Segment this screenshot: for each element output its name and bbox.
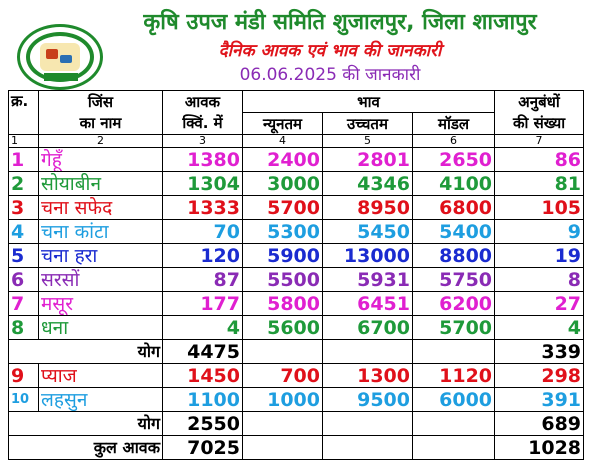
row-commodity-name: लहसुन (39, 388, 163, 412)
report-title: कृषि उपज मंडी समिति शुजालपुर, जिला शाजापुर (143, 10, 537, 35)
report-subtitle: दैनिक आवक एवं भाव की जानकारी (218, 41, 442, 61)
subtotal-row-2-arrival: 2550 (163, 412, 243, 436)
report-header (0, 0, 591, 90)
row-sno: 2 (9, 172, 39, 196)
row-min-price: 5900 (243, 244, 323, 268)
row-commodity-name: चना हरा (39, 244, 163, 268)
rates-table (8, 90, 584, 460)
col-number: 3 (163, 135, 243, 148)
row-sno: 6 (9, 268, 39, 292)
subtotal-row-empty (413, 340, 495, 364)
subtotal-row-2-empty (413, 412, 495, 436)
row-count: 4 (495, 316, 584, 340)
subtotal-row-2-label: योग (9, 412, 163, 436)
subtotal-row-label: योग (9, 340, 163, 364)
row-min-price: 5800 (243, 292, 323, 316)
grand-total-row-empty (413, 436, 495, 460)
subtotal-row-count: 339 (495, 340, 584, 364)
table-row (9, 316, 584, 340)
row-arrival: 1450 (163, 364, 243, 388)
row-arrival: 1100 (163, 388, 243, 412)
table-row (9, 244, 584, 268)
row-modal-price: 4100 (413, 172, 495, 196)
row-count: 391 (495, 388, 584, 412)
row-min-price: 5300 (243, 220, 323, 244)
col-number: 4 (243, 135, 323, 148)
row-count: 105 (495, 196, 584, 220)
row-arrival: 177 (163, 292, 243, 316)
grand-total-row (9, 436, 584, 460)
row-modal-price: 5750 (413, 268, 495, 292)
column-number-row (9, 135, 584, 148)
row-sno: 3 (9, 196, 39, 220)
row-max-price: 9500 (323, 388, 413, 412)
row-max-price: 6700 (323, 316, 413, 340)
grand-total-row-empty (323, 436, 413, 460)
grand-total-row-label: कुल आवक (9, 436, 163, 460)
row-arrival: 1304 (163, 172, 243, 196)
subtotal-row-empty (243, 340, 323, 364)
row-modal-price: 1120 (413, 364, 495, 388)
row-count: 8 (495, 268, 584, 292)
header-modal: मॉडल (413, 113, 495, 135)
table-row (9, 292, 584, 316)
row-sno: 1 (9, 148, 39, 172)
subtotal-row (9, 340, 584, 364)
row-arrival: 1380 (163, 148, 243, 172)
row-count: 9 (495, 220, 584, 244)
row-min-price: 3000 (243, 172, 323, 196)
row-sno: 8 (9, 316, 39, 340)
header-arrival-top: आवक (163, 91, 243, 113)
row-max-price: 4346 (323, 172, 413, 196)
report-date: 06.06.2025 की जानकारी (239, 65, 421, 85)
header-min: न्यूनतम (243, 113, 323, 135)
row-min-price: 1000 (243, 388, 323, 412)
row-max-price: 8950 (323, 196, 413, 220)
col-number: 5 (323, 135, 413, 148)
grand-total-row-empty (243, 436, 323, 460)
row-modal-price: 5400 (413, 220, 495, 244)
header-count-bottom: की संख्या (495, 113, 584, 135)
row-count: 298 (495, 364, 584, 388)
row-commodity-name: मसूर (39, 292, 163, 316)
table-row (9, 196, 584, 220)
row-min-price: 700 (243, 364, 323, 388)
row-commodity-name: चना कांटा (39, 220, 163, 244)
header-arrival-bottom: क्विं. में (163, 113, 243, 135)
grand-total-row-arrival: 7025 (163, 436, 243, 460)
header-name-bottom: का नाम (39, 113, 163, 135)
table-row (9, 220, 584, 244)
row-commodity-name: सरसों (39, 268, 163, 292)
subtotal-row-2-count: 689 (495, 412, 584, 436)
row-commodity-name: चना सफेद (39, 196, 163, 220)
col-number: 6 (413, 135, 495, 148)
mandi-logo-icon (17, 24, 103, 90)
table-row (9, 148, 584, 172)
row-max-price: 1300 (323, 364, 413, 388)
subtotal-row-2-empty (323, 412, 413, 436)
col-number: 7 (495, 135, 584, 148)
row-count: 19 (495, 244, 584, 268)
row-min-price: 5500 (243, 268, 323, 292)
row-count: 86 (495, 148, 584, 172)
row-count: 27 (495, 292, 584, 316)
row-min-price: 5600 (243, 316, 323, 340)
row-modal-price: 5700 (413, 316, 495, 340)
header-count-top: अनुबंधों (495, 91, 584, 113)
row-modal-price: 6000 (413, 388, 495, 412)
table-row (9, 388, 584, 412)
header-price: भाव (243, 91, 495, 113)
subtotal-row-2-empty (243, 412, 323, 436)
row-max-price: 2801 (323, 148, 413, 172)
row-arrival: 4 (163, 316, 243, 340)
row-arrival: 1333 (163, 196, 243, 220)
header-sno: क्र. (9, 91, 39, 135)
table-row (9, 364, 584, 388)
row-min-price: 5700 (243, 196, 323, 220)
row-commodity-name: प्याज (39, 364, 163, 388)
subtotal-row-empty (323, 340, 413, 364)
table-row (9, 172, 584, 196)
row-arrival: 70 (163, 220, 243, 244)
row-max-price: 5931 (323, 268, 413, 292)
col-number: 1 (9, 135, 39, 148)
row-min-price: 2400 (243, 148, 323, 172)
col-number: 2 (39, 135, 163, 148)
row-modal-price: 2650 (413, 148, 495, 172)
subtotal-row-2 (9, 412, 584, 436)
header-name-top: जिंस (39, 91, 163, 113)
row-modal-price: 6800 (413, 196, 495, 220)
row-sno: 9 (9, 364, 39, 388)
row-modal-price: 8800 (413, 244, 495, 268)
subtotal-row-arrival: 4475 (163, 340, 243, 364)
row-sno: 4 (9, 220, 39, 244)
row-max-price: 6451 (323, 292, 413, 316)
row-sno: 7 (9, 292, 39, 316)
row-sno: 5 (9, 244, 39, 268)
row-commodity-name: सोयाबीन (39, 172, 163, 196)
row-arrival: 120 (163, 244, 243, 268)
row-max-price: 13000 (323, 244, 413, 268)
grand-total-row-count: 1028 (495, 436, 584, 460)
row-sno: 10 (9, 388, 39, 412)
row-max-price: 5450 (323, 220, 413, 244)
row-modal-price: 6200 (413, 292, 495, 316)
row-count: 81 (495, 172, 584, 196)
row-commodity-name: धना (39, 316, 163, 340)
table-row (9, 268, 584, 292)
row-commodity-name: गेहूँ (39, 148, 163, 172)
header-max: उच्चतम (323, 113, 413, 135)
row-arrival: 87 (163, 268, 243, 292)
